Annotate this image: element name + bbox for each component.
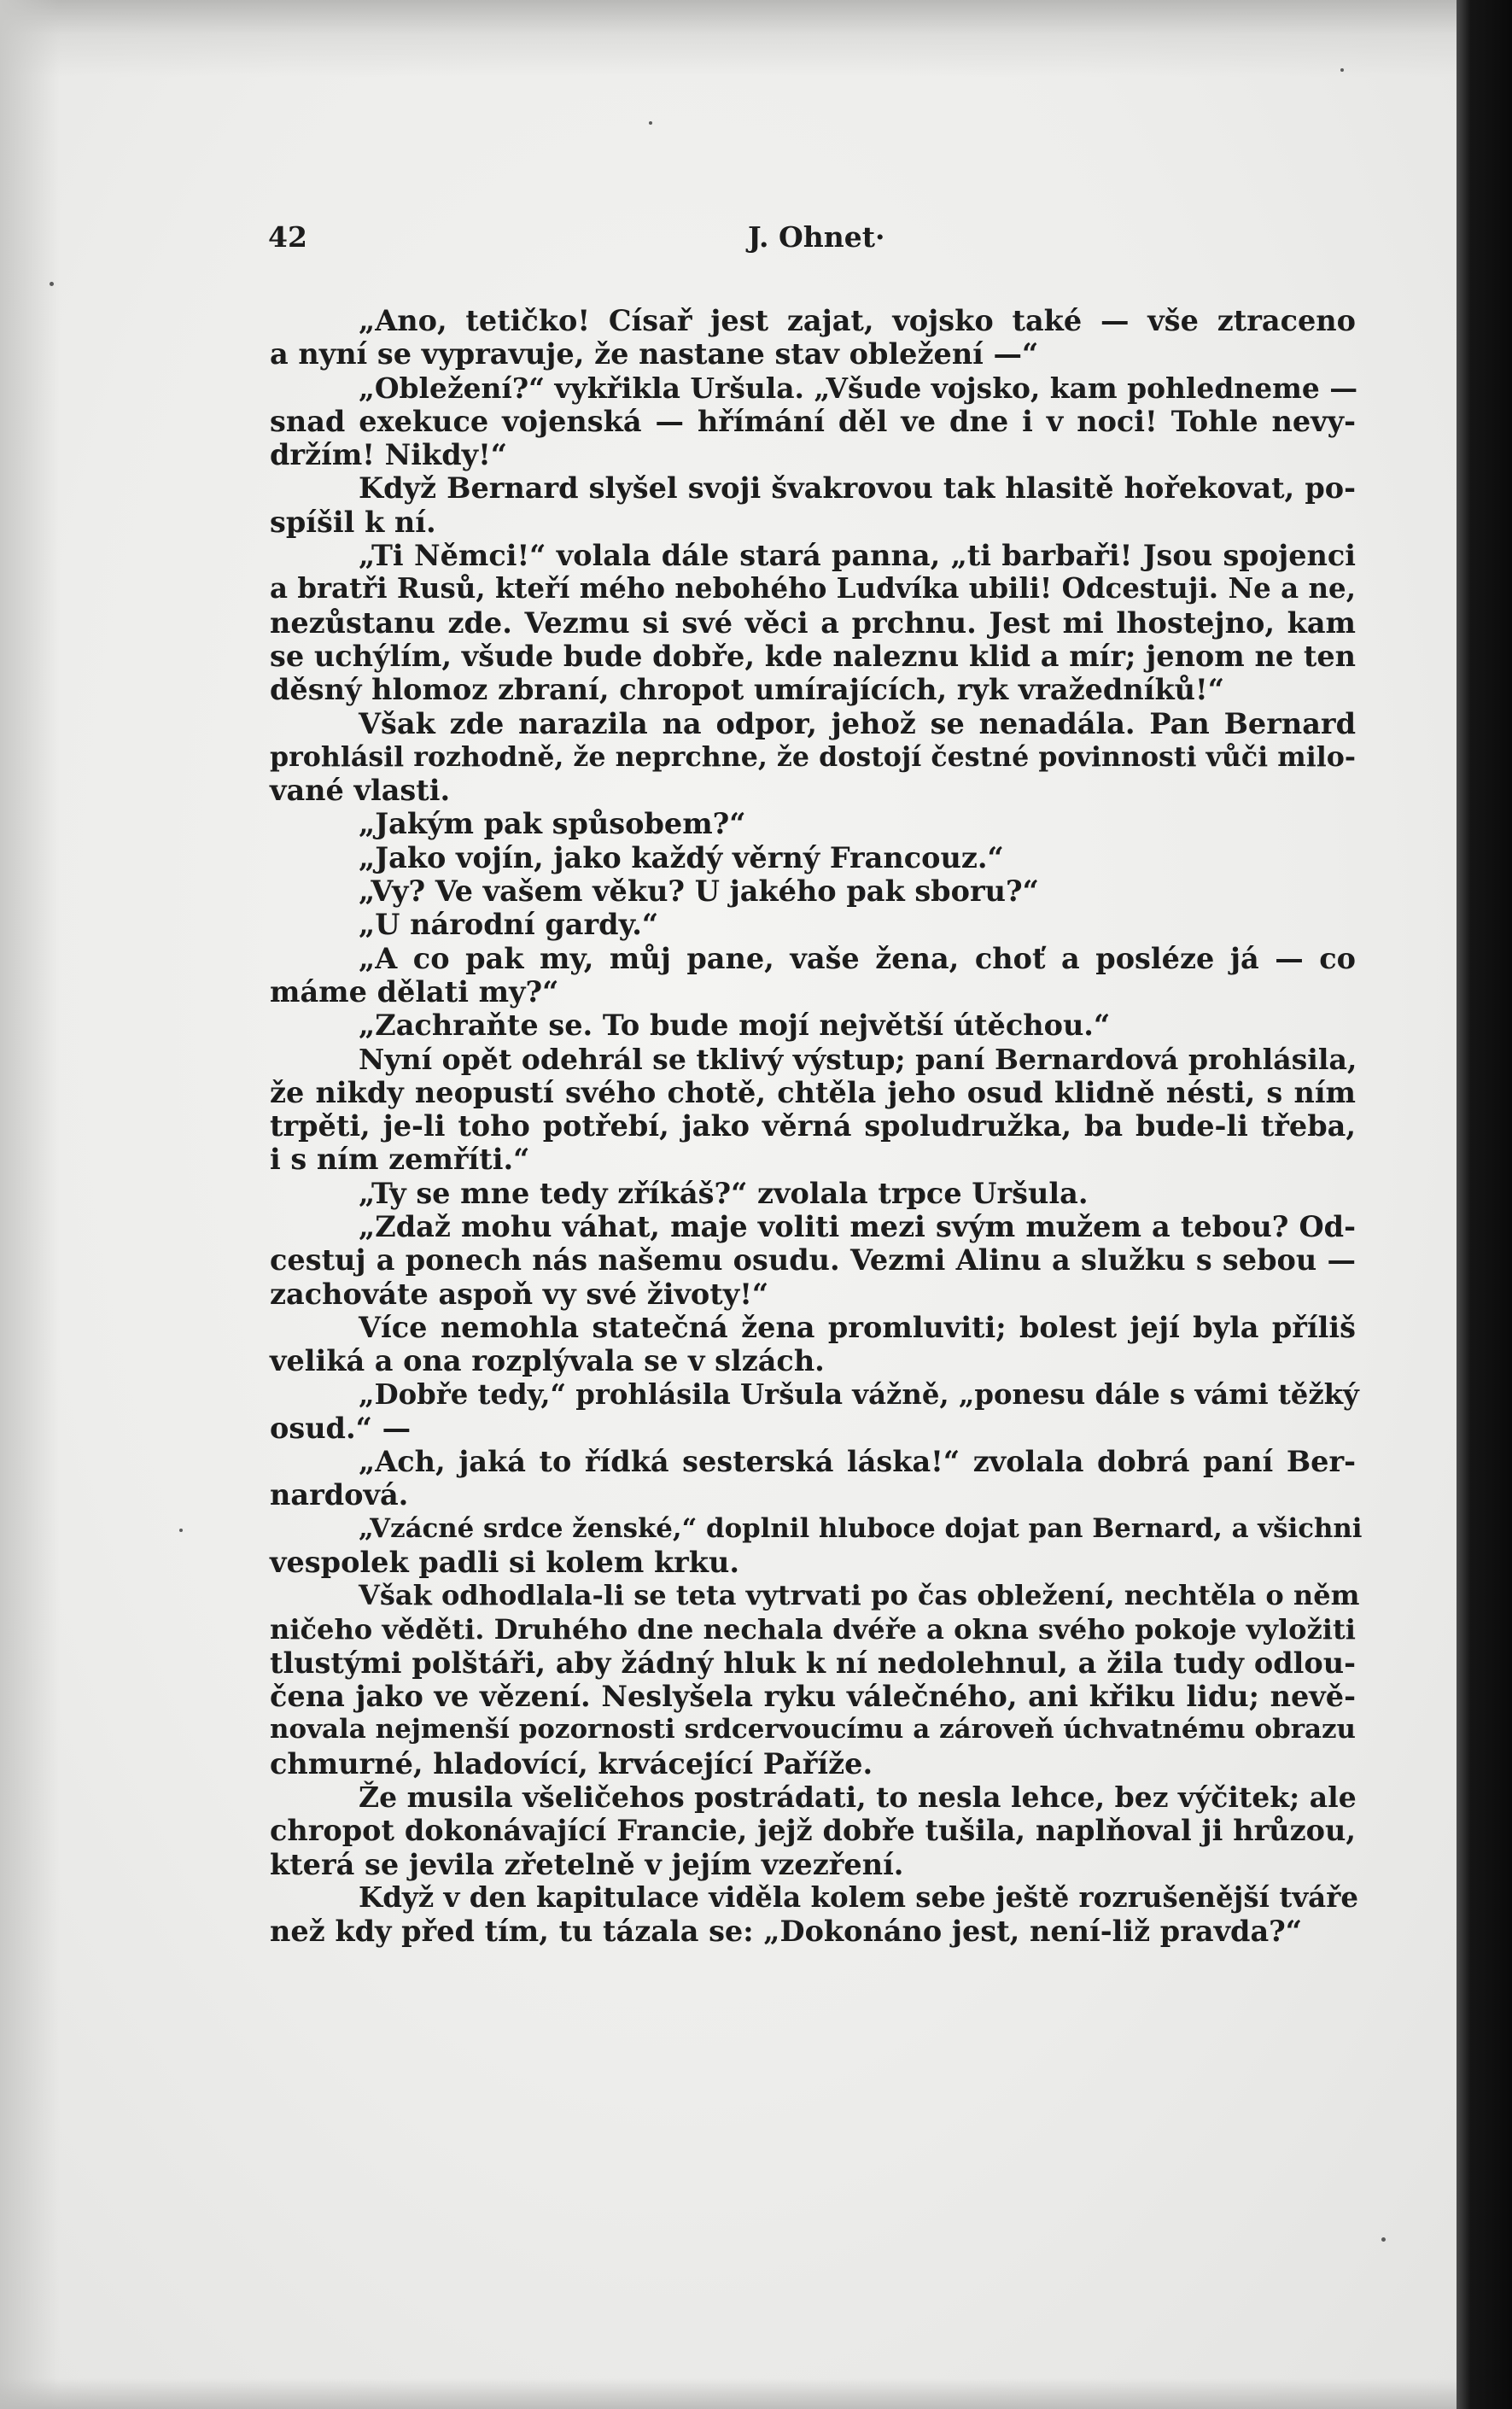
text-line: Však zde narazila na odpor, jehož se nenadála. Pan Bernard: [359, 706, 1356, 740]
page-number: 42: [268, 220, 307, 254]
text-line: snad exekuce vojenská — hřímání děl ve dne i v noci! Tohle nevy-: [270, 404, 1356, 438]
text-line: „U národní gardy.“: [359, 908, 659, 942]
text-line: nardová.: [270, 1478, 409, 1512]
paper-speck: [649, 121, 652, 125]
text-line: děsný hlomoz zbraní, chropot umírajících, ryk vražedníků!“: [270, 673, 1224, 707]
text-line: „Zdaž mohu váhat, maje voliti mezi svým mužem a tebou? Od-: [359, 1210, 1356, 1244]
text-line: cestuj a ponech nás našemu osudu. Vezmi Alinu a služku s sebou —: [270, 1243, 1356, 1278]
text-line: „A co pak my, můj pane, vaše žena, choť a posléze já — co: [359, 941, 1356, 975]
text-line: „Ty se mne tedy zříkáš?“ zvolala trpce Uršula.: [359, 1176, 1089, 1210]
paper-speck: [179, 1529, 183, 1532]
text-line: Nyní opět odehrál se tklivý výstup; paní Bernardová prohlásila,: [359, 1042, 1357, 1076]
paper-speck: [1381, 2237, 1386, 2242]
text-line: trpěti, je-li toho potřebí, jako věrná spoludružka, ba bude-li třeba,: [270, 1109, 1356, 1143]
text-line: veliká a ona rozplývala se v slzách.: [270, 1344, 825, 1378]
text-line: a bratři Rusů, kteří mého nebohého Ludvíka ubili! Odcestuji. Ne a ne,: [270, 572, 1356, 605]
text-line: „Dobře tedy,“ prohlásila Uršula vážně, „ponesu dále s vámi těžký: [359, 1377, 1359, 1411]
text-line: Když Bernard slyšel svoji švakrovou tak hlasitě hořekovat, po-: [359, 471, 1356, 506]
text-line: prohlásil rozhodně, že neprchne, že dostojí čestné povinnosti vůči milo-: [270, 740, 1356, 773]
paper-speck: [1340, 68, 1344, 72]
text-line: „Obležení?“ vykřikla Uršula. „Všude vojsko, kam pohledneme —: [359, 371, 1358, 405]
text-line: chmurné, hladovící, krvácející Paříže.: [270, 1746, 873, 1780]
book-edge-dark: [1457, 0, 1512, 2409]
text-line: „Ano, tetičko! Císař jest zajat, vojsko také — vše ztraceno: [359, 304, 1356, 337]
text-line: Když v den kapitulace viděla kolem sebe ještě rozrušenější tváře: [359, 1880, 1358, 1914]
text-line: „Ach, jaká to řídká sesterská láska!“ zvolala dobrá paní Ber-: [359, 1445, 1356, 1479]
text-line: ničeho věděti. Druhého dne nechala dvéře a okna svého pokoje vyložiti: [270, 1612, 1356, 1646]
text-line: že nikdy neopustí svého chotě, chtěla jeho osud klidně nésti, s ním: [270, 1075, 1356, 1109]
text-line: vané vlasti.: [270, 774, 451, 808]
text-line: „Jakým pak spůsobem?“: [359, 807, 746, 841]
text-line: chropot dokonávající Francie, jejž dobře tušila, naplňoval ji hrůzou,: [270, 1814, 1356, 1848]
text-line: „Ti Němci!“ volala dále stará panna, „ti barbaři! Jsou spojenci: [359, 539, 1356, 573]
text-line: „Jako vojín, jako každý věrný Francouz.“: [359, 840, 1004, 874]
text-line: čena jako ve vězení. Neslyšela ryku válečného, ani křiku lidu; nevě-: [270, 1680, 1356, 1714]
text-line: Že musila všeličehos postrádati, to nesla lehce, bez výčitek; ale: [359, 1780, 1357, 1815]
text-line: než kdy před tím, tu tázala se: „Dokonáno jest, není-liž pravda?“: [270, 1915, 1303, 1949]
text-line: nezůstanu zde. Vezmu si své věci a prchnu. Jest mi lhostejno, kam: [270, 605, 1356, 640]
text-line: spíšil k ní.: [270, 505, 436, 539]
text-line: „Zachraňte se. To bude mojí největší útěchou.“: [359, 1009, 1111, 1043]
text-line: zachováte aspoň vy své životy!“: [270, 1277, 769, 1311]
text-line: a nyní se vypravuje, že nastane stav obležení —“: [270, 337, 1039, 371]
text-line: osud.“ —: [270, 1411, 412, 1445]
scan-top-shadow: [0, 0, 1512, 77]
text-line: máme dělati my?“: [270, 974, 559, 1009]
text-line: „Vzácné srdce ženské,“ doplnil hluboce dojat pan Bernard, a všichni: [359, 1512, 1363, 1544]
text-line: se uchýlím, všude bude dobře, kde naleznu klid a mír; jenom ne ten: [270, 639, 1356, 673]
paper-speck: [50, 282, 54, 286]
body-text: [270, 304, 1363, 1949]
running-head: [268, 220, 1357, 254]
text-line: která se jevila zřetelně v jejím vzezření.: [270, 1847, 904, 1881]
text-line: Však odhodlala-li se teta vytrvati po čas obležení, nechtěla o něm: [359, 1579, 1360, 1612]
running-title: J. Ohnet·: [748, 220, 885, 254]
scan-left-shadow: [0, 0, 60, 2409]
text-line: „Vy? Ve vašem věku? U jakého pak sboru?“: [359, 874, 1039, 909]
text-line: tlustými polštáři, aby žádný hluk k ní nedolehnul, a žila tudy odlou-: [270, 1646, 1356, 1680]
scan-bottom-shadow: [0, 2378, 1512, 2409]
text-line: i s ním zemříti.“: [270, 1143, 530, 1177]
text-line: držím! Nikdy!“: [270, 438, 508, 472]
text-line: vespolek padli si kolem krku.: [270, 1545, 740, 1579]
text-line: Více nemohla statečná žena promluviti; bolest její byla příliš: [359, 1310, 1356, 1344]
text-line: novala nejmenší pozornosti srdcervoucímu a zároveň úchvatnému obrazu: [270, 1714, 1356, 1745]
